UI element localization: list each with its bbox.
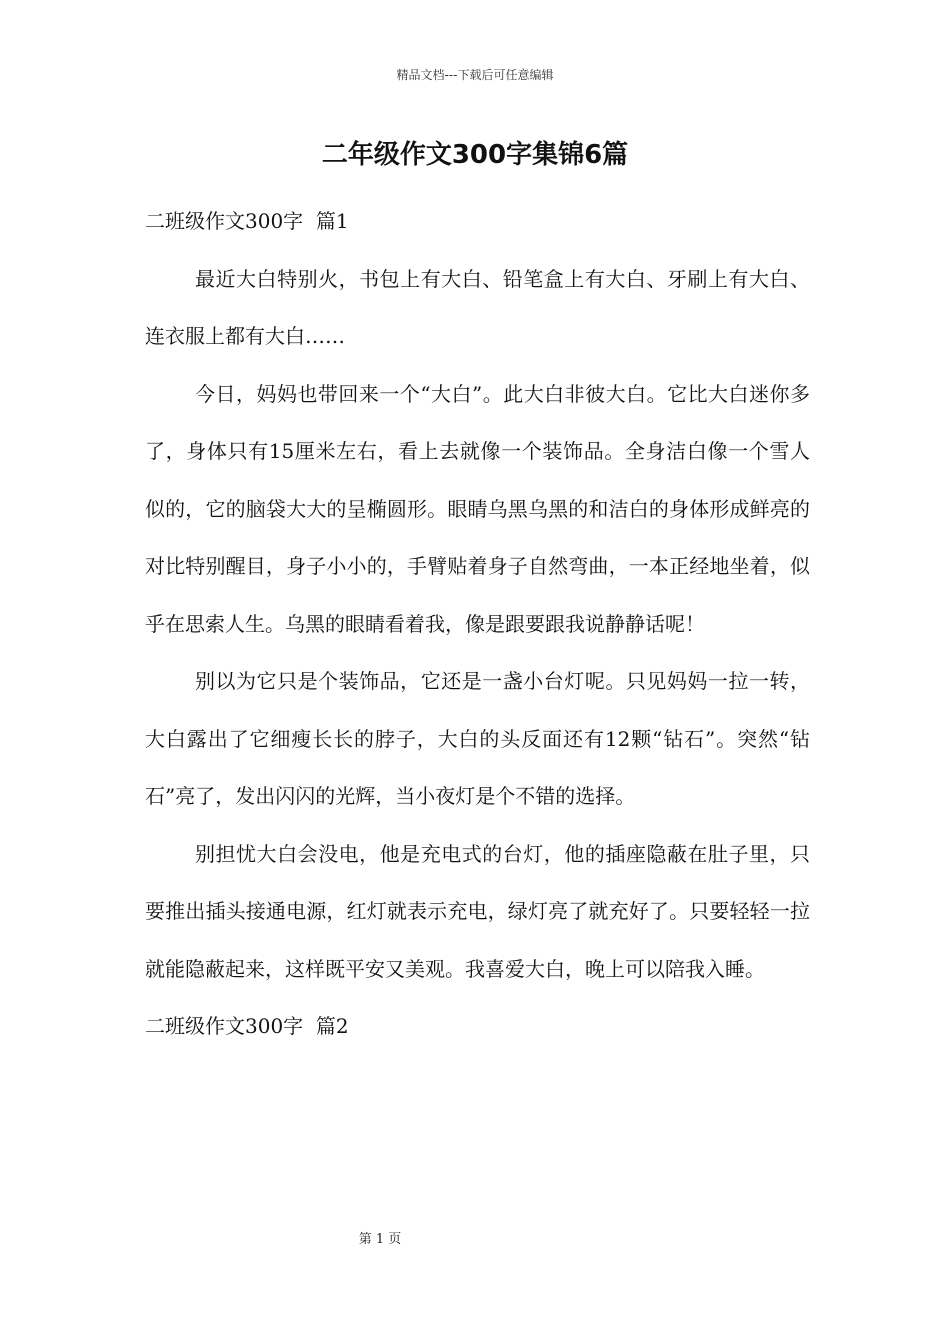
paragraph: 别以为它只是个装饰品，它还是一盏小台灯呢。只见妈妈一拉一转，大白露出了它细瘦长长的脖子，大白的头反面还有12颗“钻石”。突然“钻石”亮了，发出闪闪的光辉，当小夜灯是个不错的选择。 [145,669,810,808]
paragraph: 别担忧大白会没电，他是充电式的台灯，他的插座隐蔽在肚子里，只要推出插头接通电源，红灯就表示充电，绿灯亮了就充好了。只要轻轻一拉就能隐蔽起来，这样既平安又美观。我喜爱大白，晚上可以陪我入睡。 [145,841,810,981]
section-heading: 二班级作文300字 篇1 [145,209,349,233]
document-body [145,193,810,1056]
section-heading: 二班级作文300字 篇2 [145,1014,349,1038]
paragraph: 今日，妈妈也带回来一个“大白”。此大白非彼大白。它比大白迷你多了，身体只有15厘米左右，看上去就像一个装饰品。全身洁白像一个雪人似的，它的脑袋大大的呈椭圆形。眼睛乌黑乌黑的和洁白的身体形成鲜亮的对比特别醒目，身子小小的，手臂贴着身子自然弯曲，一本正经地坐着，似乎在思索人生。乌黑的眼睛看着我，像是跟要跟我说静静话呢！ [145,381,810,636]
paragraph: 最近大白特别火，书包上有大白、铅笔盒上有大白、牙刷上有大白、连衣服上都有大白…… [145,266,810,348]
page-number: 第 1 页 [358,1232,402,1247]
page-header: 精品文档---下载后可任意编辑 [396,68,554,82]
document-title: 二年级作文300字集锦6篇 [321,140,629,170]
